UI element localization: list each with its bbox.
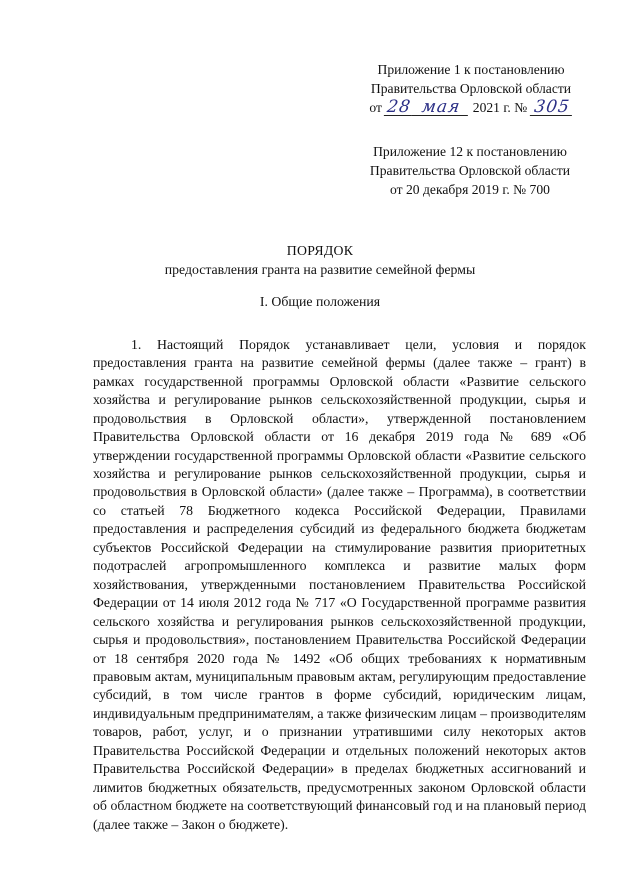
paragraph-1: 1. Настоящий Порядок устанавливает цели, условия и порядок предоставления гранта на развитие семейной фермы (далее также – грант) в рамках государственной программы Орловской области «Развитие сельского хозяйства и регулирование рынков сельскохозяйственной продукции, сырья и продовольствия в Орловской области», утвержденной постановлением Правительства Орловской области от 16 декабря 2019 года № 689 «Об утверждении государственной программы Орловской области «Развитие сельского хозяйства и регулирование рынков сельскохозяйственной продукции, сырья и продовольствия в Орловской области» (далее также – Программа), в соответствии со статьей 78 Бюджетного кодекса Российской Федерации, Правилами предоставления и распределения субсидий из федерального бюджета бюджетам субъектов Российской Федерации на стимулирование развития приоритетных подотраслей агропромышленного комплекса и развитие малых форм хозяйствования, утвержденными постановлением Правительства Российской Федерации от 14 июля 2012 года № 717 «О Государственной программе развития сельского хозяйства и регулирования рынков сельскохозяйственной продукции, сырья и продовольствия», постановлением Правительства Российской Федерации от 18 сентября 2020 года № 1492 «Об общих требованиях к нормативным правовым актам, муниципальным правовым актам, регулирующим предоставление субсидий, в том числе грантов в форме субсидий, юридическим лицам, индивидуальным предпринимателям, а также физическим лицам – производителям товаров, работ, услуг, и о признании утратившими силу некоторых актов Правительства Российской Федерации и отдельных положений некоторых актов Правительства Российской Федерации» в пределах бюджетных ассигнований и лимитов бюджетных обязательств, предусмотренных законом Орловской области об областном бюджете на соответствующий финансовый год и на плановый период (далее также – Закон о бюджете). <box>93 336 586 832</box>
document-title <box>0 241 640 279</box>
date-year: 2021 г. № <box>472 100 528 115</box>
appendix-1-line2: Правительства Орловской области <box>370 81 572 96</box>
date-prefix: от <box>369 100 382 115</box>
section-heading: I. Общие положения <box>259 294 381 309</box>
appendix-12-header <box>360 142 580 199</box>
appendix-12-line2: Правительства Орловской области <box>369 163 571 178</box>
handwritten-month: мая <box>412 99 470 116</box>
title-main: ПОРЯДОК <box>286 243 354 258</box>
appendix-1-header <box>363 60 579 117</box>
appendix-1-date-line <box>363 98 579 117</box>
appendix-12-line3: от 20 декабря 2019 г. № 700 <box>390 182 550 197</box>
appendix-1-line1: Приложение 1 к постановлению <box>377 62 565 77</box>
handwritten-day: 28 <box>384 99 414 116</box>
handwritten-number: 305 <box>529 99 573 116</box>
appendix-12-line1: Приложение 12 к постановлению <box>373 144 567 159</box>
title-subtitle: предоставления гранта на развитие семейной фермы <box>164 262 476 277</box>
